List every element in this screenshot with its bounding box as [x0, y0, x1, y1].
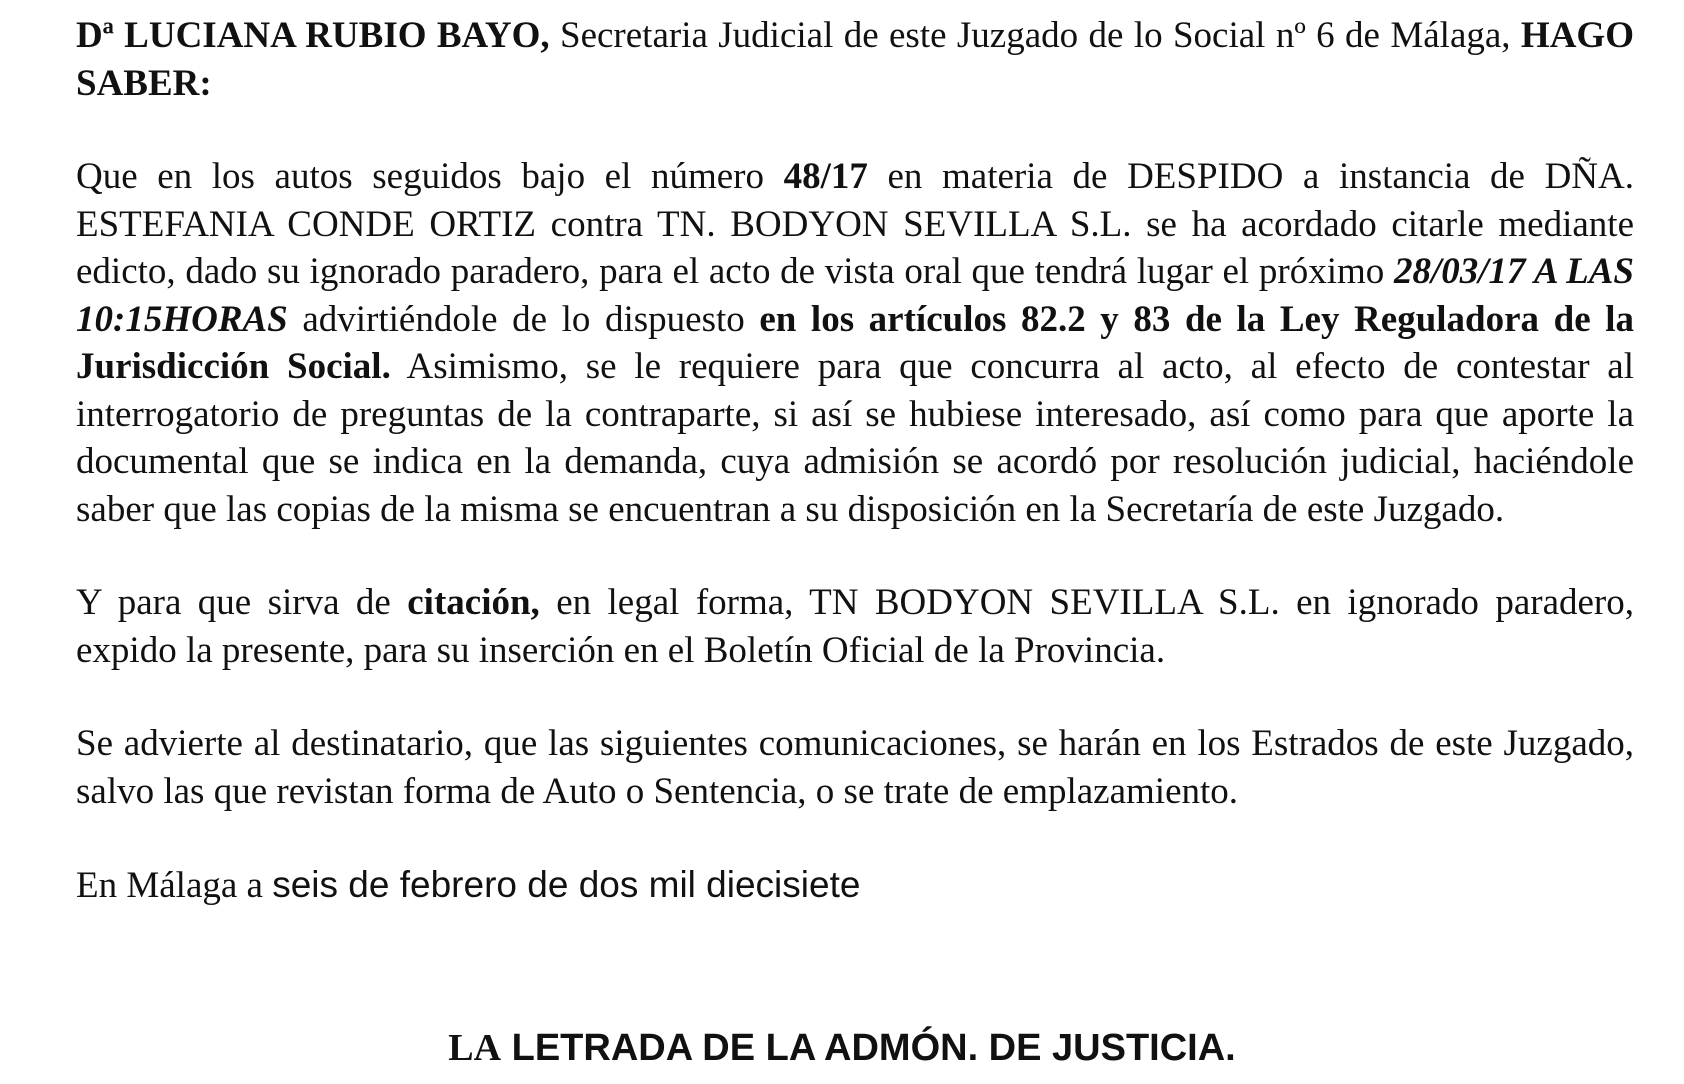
official-role: Secretaria Judicial de este Juzgado de lo Social nº 6 de Málaga, [549, 15, 1521, 56]
citation-paragraph [76, 579, 1634, 674]
notice-heading: HAGO SABER: [76, 15, 1634, 104]
signature-line [0, 1024, 1684, 1072]
citation-word: citación, [407, 582, 540, 623]
warning-paragraph: Se advierte al destinatario, que las siguientes comunicaciones, se harán en los Estrados de este Juzgado, salvo las que revistan forma de Auto o Sentencia, o se trate de emplazamiento. [76, 723, 1634, 812]
p2-text-b: en legal forma, TN BODYON SEVILLA S.L. en ignorado paradero, expido la presente, para su inserción en el Boletín Oficial de la Provincia. [76, 582, 1634, 671]
signature-title: LETRADA DE LA ADMÓN. DE JUSTICIA. [501, 1027, 1236, 1069]
header-paragraph [76, 12, 1634, 107]
official-name: Dª LUCIANA RUBIO BAYO, [76, 15, 550, 56]
place-text: En Málaga a [76, 865, 273, 906]
case-number: 48/17 [783, 156, 868, 197]
p1-text-a: Que en los autos seguidos bajo el número [76, 156, 784, 197]
p2-text-a: Y para que sirva de [76, 582, 408, 623]
hearing-date: 28/03/17 A LAS 10:15HORAS [76, 251, 1635, 340]
document-page [76, 12, 1634, 910]
p1-text-d: Asimismo, se le requiere para que concurra al acto, al efecto de contestar al interrogatorio de preguntas de la contraparte, si así se hubiese interesado, así como para que aporte la documental que se indica en la demanda, cuya admisión se acordó por resolución judicial, haciéndole saber que las copias de la misma se encuentran a su disposición en la Secretaría de este Juzgado. [76, 346, 1634, 530]
summons-paragraph [76, 153, 1634, 533]
date-text: seis de febrero de dos mil diecisiete [272, 864, 861, 905]
law-reference: en los artículos 82.2 y 83 de la Ley Reguladora de la Jurisdicción Social. [76, 298, 1634, 387]
signature-article: LA [448, 1027, 502, 1069]
p1-text-c: advirtiéndole de lo dispuesto [287, 298, 760, 340]
p1-text-b: en materia de DESPIDO a instancia de DÑA. ESTEFANIA CONDE ORTIZ contra TN. BODYON SEVILLA S.L. se ha acordado citarle mediante edicto, dado su ignorado paradero, para el acto de vista oral que tendrá lugar el próximo [76, 156, 1634, 292]
date-line [76, 861, 1634, 910]
